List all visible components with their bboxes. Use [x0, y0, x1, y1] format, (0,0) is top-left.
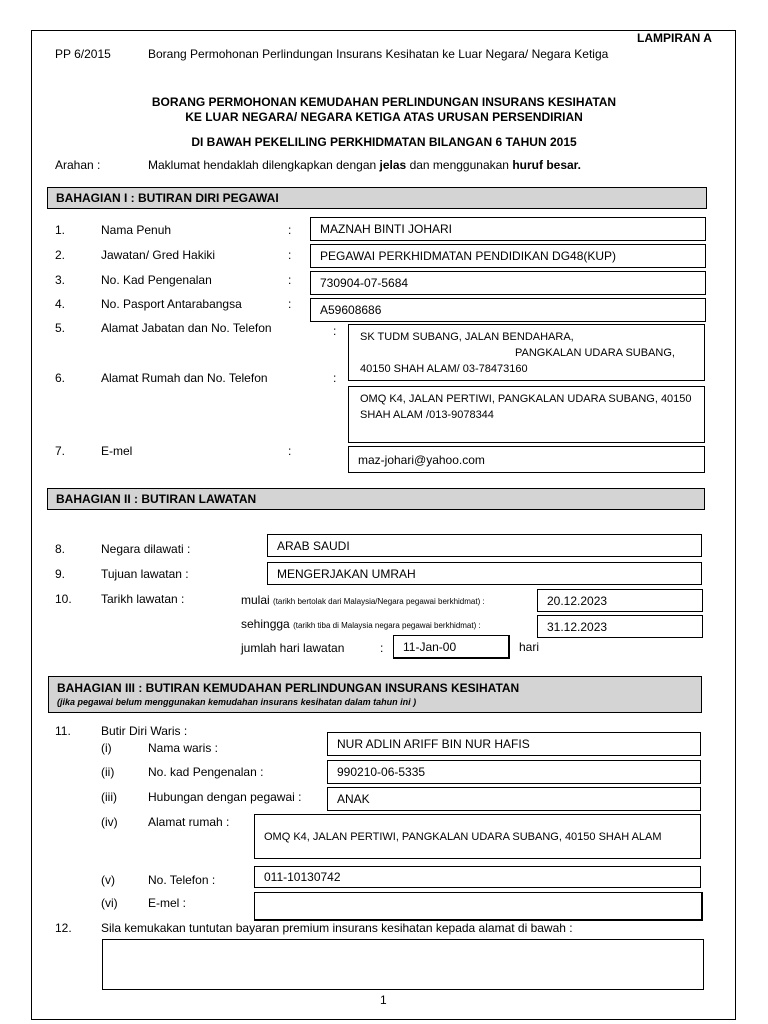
office-address-field[interactable] — [348, 324, 705, 381]
heir-iv-num: (iv) — [101, 815, 118, 829]
arahan-bold-huruf: huruf besar. — [512, 158, 582, 172]
field-1-colon: : — [288, 223, 292, 237]
heir-ic-value: 990210-06-5335 — [337, 765, 426, 779]
field-7-num: 7. — [55, 444, 66, 458]
ic-number-field[interactable] — [310, 271, 706, 295]
passport-number-field[interactable] — [310, 298, 706, 322]
start-date-note: (tarikh bertolak dari Malaysia/Negara pegawai berkhidmat) : — [273, 597, 485, 606]
position-grade-value: PEGAWAI PERKHIDMATAN PENDIDIKAN DG48(KUP) — [320, 249, 617, 263]
section-2-title: BAHAGIAN II : BUTIRAN LAWATAN — [56, 492, 257, 506]
total-days-label: jumlah hari lawatan — [241, 641, 345, 655]
heir-v-num: (v) — [101, 873, 115, 887]
heir-ii-num: (ii) — [101, 765, 115, 779]
country-visited-field[interactable] — [267, 534, 702, 557]
field-12-num: 12. — [55, 921, 72, 935]
field-4-num: 4. — [55, 297, 66, 311]
heir-iii-num: (iii) — [101, 790, 117, 804]
heir-vi-label: E-mel : — [148, 896, 187, 910]
visit-purpose-value: MENGERJAKAN UMRAH — [277, 566, 416, 581]
office-address-line-3: 40150 SHAH ALAM/ 03-78473160 — [360, 363, 528, 375]
heir-iv-label: Alamat rumah : — [148, 815, 230, 829]
form-subtitle: Borang Permohonan Perlindungan Insurans Kesihatan ke Luar Negara/ Negara Ketiga — [148, 47, 609, 61]
field-7-colon: : — [288, 444, 292, 458]
position-grade-field[interactable] — [310, 244, 706, 268]
heir-i-label: Nama waris : — [148, 741, 219, 755]
heir-phone-value: 011-10130742 — [264, 870, 341, 884]
lampiran-label: LAMPIRAN A — [637, 31, 712, 45]
field-5-num: 5. — [55, 321, 66, 335]
section-3-title: BAHAGIAN III : BUTIRAN KEMUDAHAN PERLINDUNGAN INSURANS KESIHATAN — [57, 681, 520, 695]
heir-address-field[interactable] — [254, 814, 701, 859]
field-6-colon: : — [333, 371, 337, 385]
field-2-label: Jawatan/ Gred Hakiki — [101, 248, 216, 262]
start-date-label-text: mulai — [241, 593, 270, 607]
country-visited-value: ARAB SAUDI — [277, 538, 350, 553]
section-3-header — [48, 676, 702, 713]
office-address-line-1: SK TUDM SUBANG, JALAN BENDAHARA, — [360, 331, 574, 343]
heir-ic-field[interactable] — [327, 760, 701, 784]
heir-phone-field[interactable] — [254, 866, 701, 888]
arahan-text — [148, 158, 581, 172]
field-6-label: Alamat Rumah dan No. Telefon — [101, 371, 268, 385]
end-date-label — [241, 617, 481, 631]
start-date-field[interactable] — [537, 589, 703, 612]
email-field[interactable] — [348, 446, 705, 473]
heir-email-field[interactable] — [254, 892, 703, 921]
heir-vi-num: (vi) — [101, 896, 118, 910]
total-days-field[interactable] — [393, 635, 510, 659]
home-address-field[interactable] — [348, 386, 705, 443]
field-6-num: 6. — [55, 371, 66, 385]
section-1-header — [47, 187, 707, 209]
field-3-colon: : — [288, 273, 292, 287]
premium-claim-address-field[interactable] — [102, 939, 704, 990]
field-2-num: 2. — [55, 248, 66, 262]
reference-number: PP 6/2015 — [55, 47, 111, 61]
field-5-label: Alamat Jabatan dan No. Telefon — [101, 321, 272, 335]
field-3-num: 3. — [55, 273, 66, 287]
title-line-2: KE LUAR NEGARA/ NEGARA KETIGA ATAS URUSAN PERSENDIRIAN — [185, 110, 583, 124]
office-address-line-2: PANGKALAN UDARA SUBANG, — [515, 347, 675, 359]
title-line-3: DI BAWAH PEKELILING PERKHIDMATAN BILANGAN 6 TAHUN 2015 — [191, 135, 577, 149]
field-8-label: Negara dilawati : — [101, 542, 191, 556]
heir-relationship-field[interactable] — [327, 787, 701, 811]
heir-v-label: No. Telefon : — [148, 873, 216, 887]
field-2-colon: : — [288, 248, 292, 262]
section-2-header — [47, 488, 705, 510]
field-10-label: Tarikh lawatan : — [101, 592, 185, 606]
end-date-note: (tarikh tiba di Malaysia negara pegawai berkhidmat) : — [293, 621, 481, 630]
arahan-label: Arahan : — [55, 158, 101, 172]
heir-name-field[interactable] — [327, 732, 701, 756]
email-value: maz-johari@yahoo.com — [358, 452, 485, 467]
field-8-num: 8. — [55, 542, 66, 556]
heir-ii-label: No. kad Pengenalan : — [148, 765, 264, 779]
end-date-value: 31.12.2023 — [547, 619, 608, 634]
heir-relationship-value: ANAK — [337, 792, 370, 806]
total-days-colon: : — [380, 641, 384, 655]
section-1-title: BAHAGIAN I : BUTIRAN DIRI PEGAWAI — [56, 191, 279, 205]
field-9-num: 9. — [55, 567, 66, 581]
field-4-colon: : — [288, 297, 292, 311]
start-date-value: 20.12.2023 — [547, 593, 608, 608]
section-3-subtitle: (jika pegawai belum menggunakan kemudahan insurans kesihatan dalam tahun ini ) — [57, 697, 417, 707]
field-10-num: 10. — [55, 592, 72, 606]
page-number: 1 — [380, 993, 387, 1007]
full-name-field[interactable] — [310, 217, 706, 241]
field-7-label: E-mel — [101, 444, 133, 458]
home-address-line-1: OMQ K4, JALAN PERTIWI, PANGKALAN UDARA SUBANG, 40150 — [360, 393, 692, 405]
start-date-label — [241, 593, 485, 607]
heir-name-value: NUR ADLIN ARIFF BIN NUR HAFIS — [337, 737, 530, 751]
heir-address-value: OMQ K4, JALAN PERTIWI, PANGKALAN UDARA SUBANG, 40150 SHAH ALAM — [264, 830, 662, 843]
title-line-1: BORANG PERMOHONAN KEMUDAHAN PERLINDUNGAN INSURANS KESIHATAN — [151, 95, 617, 109]
field-11-label: Butir Diri Waris : — [101, 724, 188, 738]
field-11-num: 11. — [55, 724, 71, 738]
field-4-label: No. Pasport Antarabangsa — [101, 297, 242, 311]
end-date-label-text: sehingga — [241, 617, 290, 631]
days-unit: hari — [519, 640, 540, 654]
field-5-colon: : — [333, 324, 337, 338]
arahan-bold-jelas: jelas — [379, 158, 407, 172]
heir-i-num: (i) — [101, 741, 112, 755]
field-1-label: Nama Penuh — [101, 223, 172, 237]
field-1-num: 1. — [55, 223, 66, 237]
arahan-text-part: dan menggunakan — [409, 158, 509, 172]
total-days-value: 11-Jan-00 — [403, 639, 457, 654]
end-date-field[interactable] — [537, 615, 703, 638]
home-address-line-2: SHAH ALAM /013-9078344 — [360, 409, 494, 421]
arahan-text-part: Maklumat hendaklah dilengkapkan dengan — [148, 158, 377, 172]
passport-number-value: A59608686 — [320, 303, 382, 317]
ic-number-value: 730904-07-5684 — [320, 276, 409, 290]
heir-iii-label: Hubungan dengan pegawai : — [148, 790, 302, 804]
field-3-label: No. Kad Pengenalan — [101, 273, 212, 287]
field-12-label: Sila kemukakan tuntutan bayaran premium insurans kesihatan kepada alamat di bawah : — [101, 921, 573, 935]
field-9-label: Tujuan lawatan : — [101, 567, 189, 581]
full-name-value: MAZNAH BINTI JOHARI — [320, 222, 453, 236]
visit-purpose-field[interactable] — [267, 562, 702, 585]
